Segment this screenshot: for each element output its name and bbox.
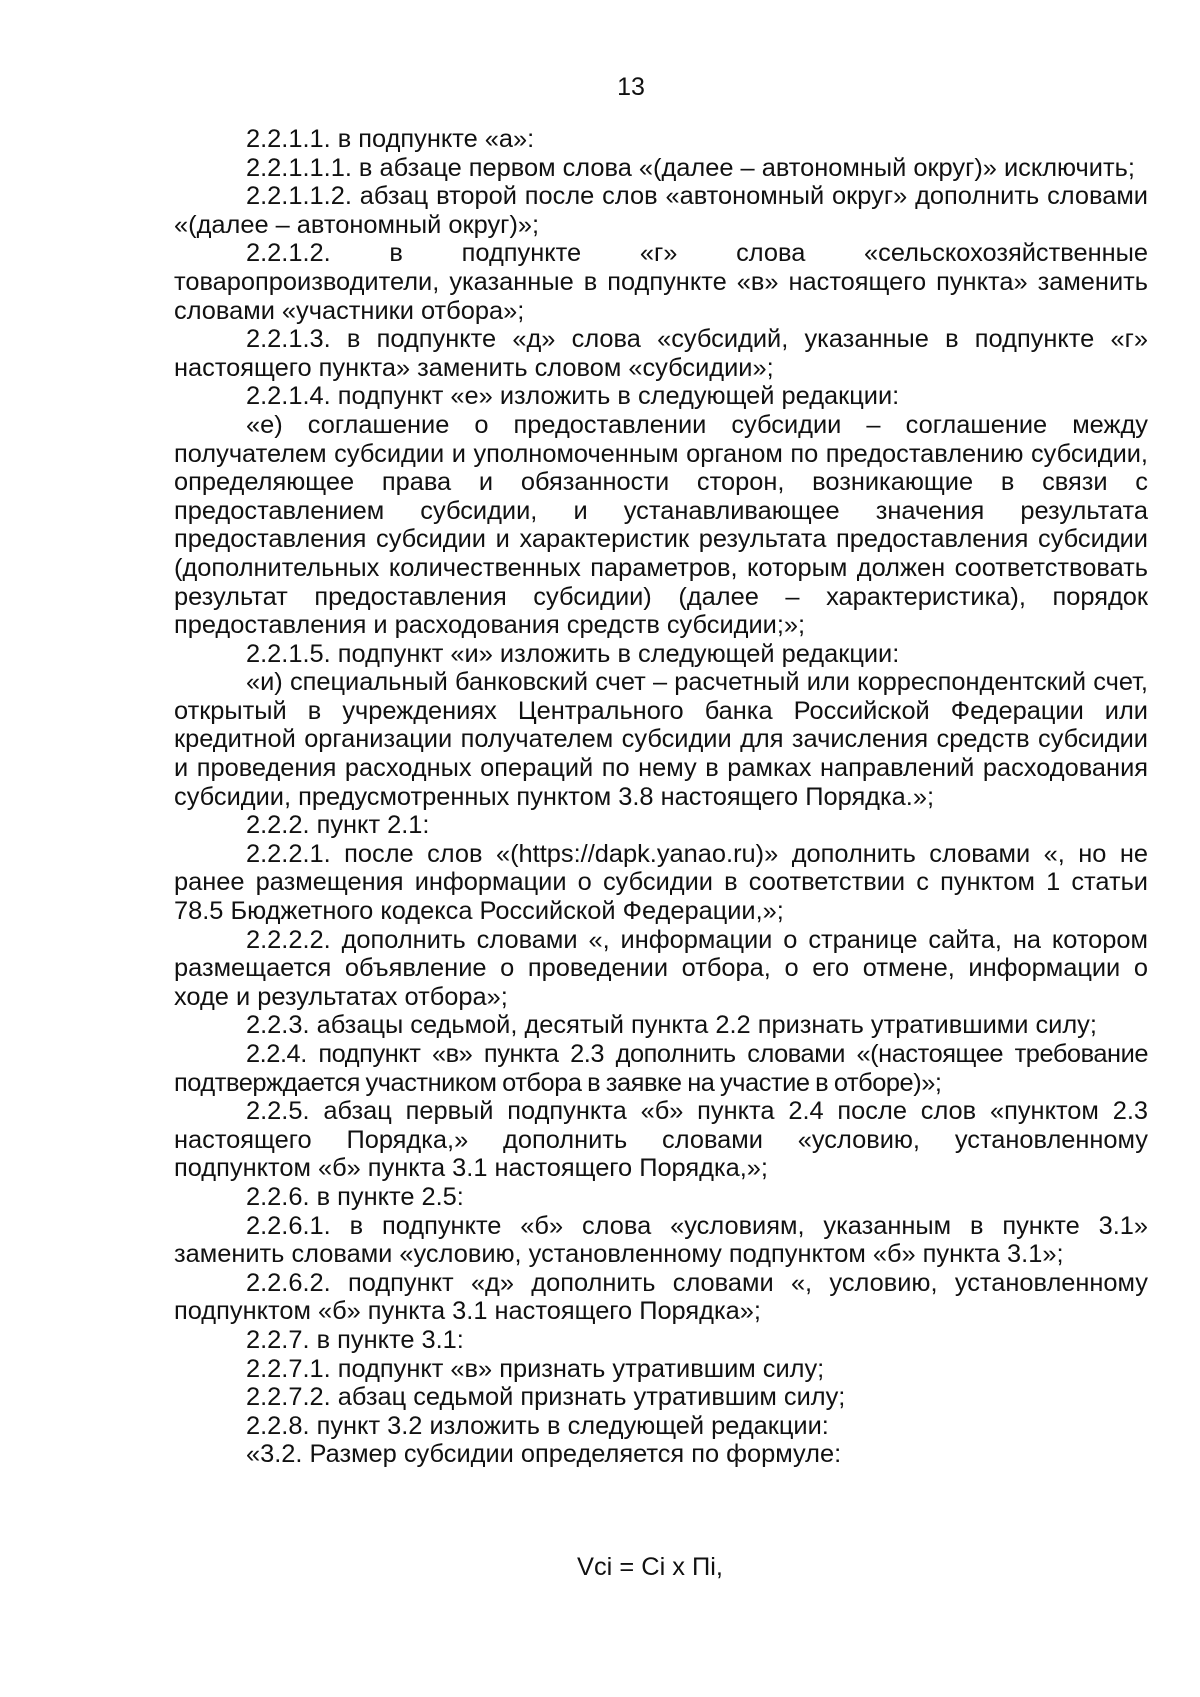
paragraph: 2.2.6.1. в подпункте «б» слова «условиям, указанным в пункте 3.1» заменить словами «условию, установленному подпунктом «б» пункта 3.1»;: [174, 1211, 1148, 1269]
paragraph: 2.2.2. пункт 2.1:: [246, 811, 430, 840]
document-body: [174, 125, 1148, 1469]
paragraph: 2.2.6. в пункте 2.5:: [246, 1182, 464, 1211]
paragraph: 2.2.2.1. после слов «(https://dapk.yanao.ru)» дополнить словами «, но не ранее размещения информации о субсидии в соответствии с пунктом 1 статьи 78.5 Бюджетного кодекса Российской Федерации,»;: [174, 839, 1148, 926]
paragraph: 2.2.1.1. в подпункте «а»:: [246, 125, 535, 153]
paragraph: «3.2. Размер субсидии определяется по формуле:: [246, 1440, 842, 1469]
paragraph: 2.2.2.2. дополнить словами «, информации о странице сайта, на котором размещается объявление о проведении отбора, о его отмене, информации о ходе и результатах отбора»;: [174, 925, 1148, 1011]
paragraph: 2.2.7. в пункте 3.1:: [246, 1325, 464, 1354]
paragraph: «е) соглашение о предоставлении субсидии – соглашение между получателем субсидии и уполномоченным органом по предоставлению субсидии, определяющее права и обязанности сторон, возникающие в связи с предоставлением субсидии, и устанавливающее значения результата предоставления субсидии и характеристик результата предоставления субсидии (дополнительных количественных параметров, которым должен соответствовать результат предоставления субсидии) (далее – характеристика), порядок предоставления и расходования средств субсидии;»;: [174, 410, 1148, 640]
page-number: 13: [617, 73, 645, 101]
paragraph: 2.2.1.1.1. в абзаце первом слова «(далее – автономный округ)» исключить;: [246, 153, 1135, 182]
paragraph: 2.2.3. абзацы седьмой, десятый пункта 2.2 признать утратившими силу;: [246, 1011, 1097, 1040]
paragraph: 2.2.1.3. в подпункте «д» слова «субсидий, указанные в подпункте «г» настоящего пункта» заменить словом «субсидии»;: [174, 325, 1148, 382]
paragraph: 2.2.5. абзац первый подпункта «б» пункта 2.4 после слов «пунктом 2.3 настоящего Порядка,» дополнить словами «условию, установленному подпунктом «б» пункта 3.1 настоящего Порядка,»;: [174, 1097, 1148, 1183]
paragraph: «и) специальный банковский счет – расчетный или корреспондентский счет, открытый в учреждениях Центрального банка Российской Федерации или кредитной организации получателем субсидии для зачисления средств субсидии и проведения расходных операций по нему в рамках направлений расходования субсидии, предусмотренных пунктом 3.8 настоящего Порядка.»;: [174, 668, 1148, 811]
paragraph: 2.2.1.2. в подпункте «г» слова «сельскохозяйственные товаропроизводители, указанные в подпункте «в» настоящего пункта» заменить словами «участники отбора»;: [174, 239, 1148, 325]
paragraph: 2.2.6.2. подпункт «д» дополнить словами «, условию, установленному подпунктом «б» пункта 3.1 настоящего Порядка»;: [174, 1268, 1148, 1326]
paragraph: 2.2.7.2. абзац седьмой признать утратившим силу;: [246, 1383, 846, 1412]
paragraph: 2.2.4. подпункт «в» пункта 2.3 дополнить словами «(настоящее требование подтверждается участником отбора в заявке на участие в отборе)»;: [174, 1040, 1148, 1097]
paragraph: 2.2.1.5. подпункт «и» изложить в следующей редакции:: [246, 639, 900, 668]
paragraph: 2.2.7.1. подпункт «в» признать утратившим силу;: [246, 1354, 825, 1383]
paragraph: 2.2.8. пункт 3.2 изложить в следующей редакции:: [246, 1411, 829, 1440]
formula: Vci = Ci x Пi,: [577, 1553, 723, 1581]
paragraph: 2.2.1.4. подпункт «е» изложить в следующей редакции:: [246, 382, 900, 411]
paragraph: 2.2.1.1.2. абзац второй после слов «автономный округ» дополнить словами «(далее – автономный округ)»;: [174, 182, 1148, 239]
